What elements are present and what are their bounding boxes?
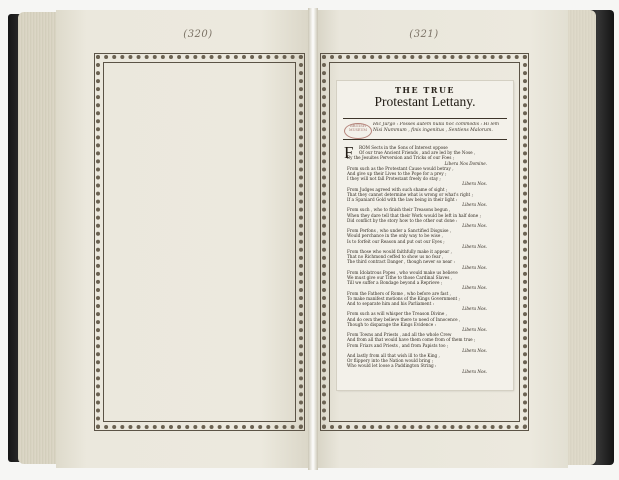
verse-line: Or flippery into the Nation would bring ; [347,358,434,364]
verse-line: And to separate him and his Parliament : [347,301,434,306]
verse-line: And do own they believe there to need of Innocence , [347,316,461,322]
right-page-number: (321) [409,29,439,40]
verse-line: That they cannot determine what is wrong or what's right ; [347,191,473,197]
verse-line: From Towns and Priests , and all the whole Crew [347,332,452,338]
verse-line: We must give our Tithe to those Cardinal Slaves , [347,275,453,280]
left-page-edges [18,12,60,464]
verse-refrain: Libera Nos. [462,327,487,332]
motto-line: Hic Jurgo : Posses autem nulla hoc commodis : Hi lem [373,122,500,127]
verse-line: Did conflict by the story how to the other out done : [347,217,458,223]
verse-line: From Idolatrous Popes , who would make us believe [347,269,458,275]
verse-line: From those who would faithfully make it appear , [347,249,452,254]
verse-line: Of our true Ancient Friends , and are led by the Nose , [359,150,476,156]
verse-line: From the Fathers of Rome , who before are fast , [347,290,451,296]
verse-refrain: Libera Nos. [462,285,487,291]
verse-line: And lastly from all that wish ill to the King , [347,353,440,358]
broadside-sheet [337,81,513,390]
verse-refrain: Libera Nos. [462,347,487,353]
verse-refrain: Libera Nos. [462,181,487,187]
verse-line: And give up their Lives to the Pope for a prey ; [347,171,447,176]
verse-line: Would perchance in the only way to be wise , [347,233,443,239]
verse-line: From such as will whisper the Treason Divine , [347,311,448,317]
latin-motto [373,122,505,134]
verse-line: From such as the Protestant Cause would betray , [347,165,454,171]
title-rule [343,118,507,119]
motto-line: Nisi Nummum , finis ingenitus , Sentiens Malorum. [373,128,493,133]
broadside-title-small: THE TRUE [394,85,456,95]
verse-line: I they will not fall Protestant freely do stay ; [347,176,441,182]
verse-line: When they dare tell that their Work would be left in half done ; [347,212,481,218]
library-stamp: BRITISH MUSEUM [344,123,372,139]
verse-line: To make manifest motions of the Kings Government ; [347,295,460,301]
verse-refrain: Libera Nos. [462,223,487,228]
verse-line: If a Spaniard Gold with the law being in their light : [347,197,458,202]
verse-line: Is to forfeit our Reason and put out our Eyes ; [347,238,445,244]
left-page-border-frame [94,53,305,431]
verse-line: That no Richmond ceffed to show us no fear , [347,254,444,260]
left-page-number: (320) [183,29,213,40]
verse-refrain: Libera Nos. [462,243,487,249]
verse-line: From such , who to finish their Treasons begun , [347,207,451,213]
broadside-title: Protestant Lettany. [374,94,476,109]
drop-cap: F [344,143,354,162]
verse-refrain: Libera Nos. [462,368,487,374]
verse-refrain: Libera Nos. [462,202,487,208]
verse-line: From Judges agreed with such shame of sight ; [347,186,448,192]
verse-line: And from all that would have them come from of them true ; [347,337,476,343]
verse-line: Though to disparage the Kings Evidence : [347,321,436,327]
verse-line: From Perfons , who under a Sanctified Disguise , [347,228,452,234]
motto-rule [343,139,507,140]
verse-line: From Friars and Priests , and from Papists too ; [347,342,449,348]
right-page-edges [564,10,596,465]
gutter [308,8,318,470]
verse-line: Who would let loose a Paddington String : [347,363,437,369]
verse-refrain: Libera Nos Domine. [444,160,487,166]
verse-line: By the Jesuites Perversion and Tricks of our Foes ; [347,155,455,161]
verse-line: Till we suffer a Bondage beyond a Reprieve ; [347,280,443,286]
verse-line: The third contract Danger , though never so near : [347,259,455,265]
verse-refrain: Libera Nos. [462,306,487,312]
verse-line: ROM Sects in the Sons of Interest oppose [359,145,448,150]
verse-refrain: Libera Nos. [462,264,487,270]
